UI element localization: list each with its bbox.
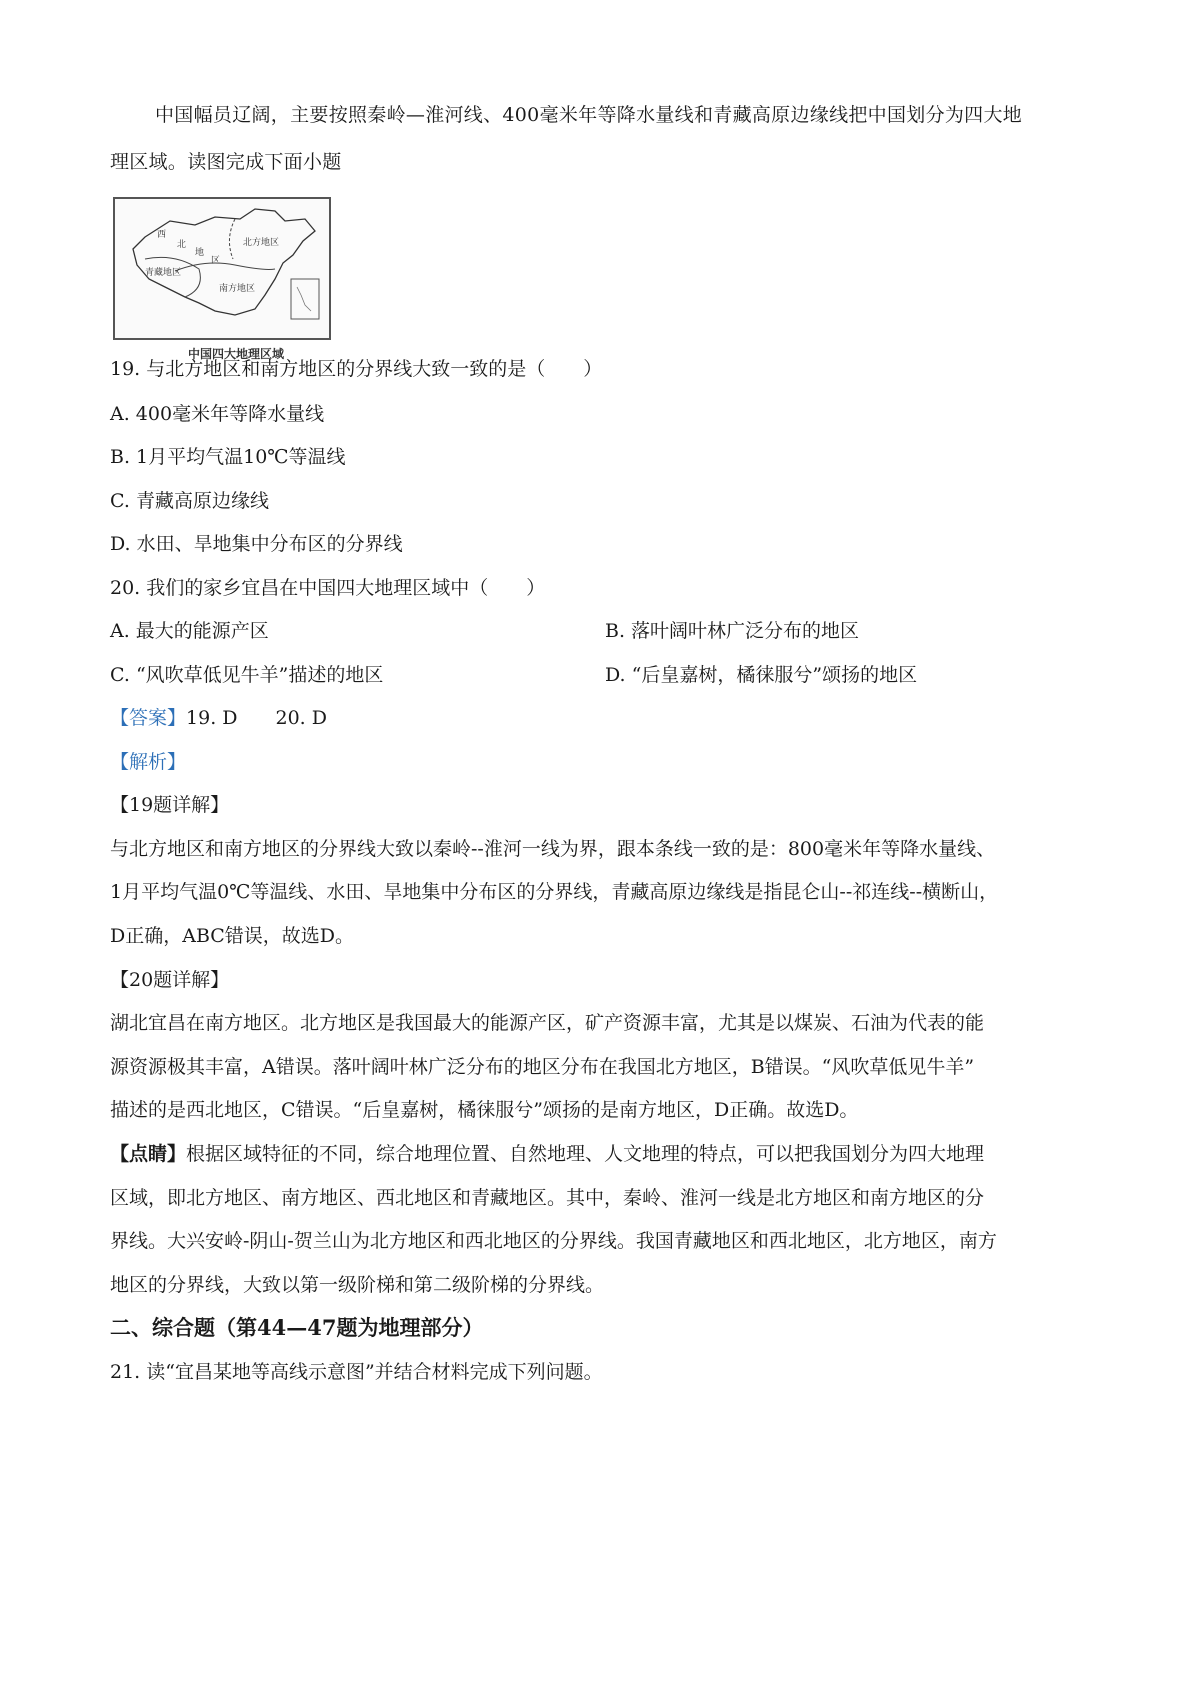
detail19-line-3: D正确，ABC错误，故选D。 bbox=[110, 925, 355, 947]
map-label-qingzang: 青藏地区 bbox=[145, 268, 182, 278]
dianjing-line-3: 界线。大兴安岭-阴山-贺兰山为北方地区和西北地区的分界线。我国青藏地区和西北地区，北方地区，南方 bbox=[110, 1230, 997, 1252]
detail20-line-2: 源资源极其丰富，A错误。落叶阔叶林广泛分布的地区分布在我国北方地区，B错误。“风吹草低见牛羊” bbox=[110, 1056, 975, 1078]
q20-option-b: B. 落叶阔叶林广泛分布的地区 bbox=[605, 620, 860, 642]
detail20-line-3: 描述的是西北地区，C错误。“后皇嘉树，橘徕服兮”颂扬的是南方地区，D正确。故选D。 bbox=[110, 1099, 859, 1121]
south-sea-inset bbox=[291, 279, 319, 319]
precip-400mm-line bbox=[229, 219, 235, 259]
q19-option-d: D. 水田、旱地集中分布区的分界线 bbox=[110, 533, 403, 555]
china-outline bbox=[133, 209, 315, 315]
q20-option-d: D. “后皇嘉树，橘徕服兮”颂扬的地区 bbox=[605, 664, 918, 686]
detail20-title: 【20题详解】 bbox=[110, 969, 230, 991]
q19-option-a: A. 400毫米年等降水量线 bbox=[110, 403, 325, 425]
q21-stem: 21. 读“宜昌某地等高线示意图”并结合材料完成下列问题。 bbox=[110, 1361, 603, 1383]
q19-stem: 19. 与北方地区和南方地区的分界线大致一致的是（ ） bbox=[110, 358, 603, 380]
intro-line-1: 中国幅员辽阔，主要按照秦岭—淮河线、400毫米年等降水量线和青藏高原边缘线把中国划分为四大地 bbox=[155, 104, 1023, 126]
detail19-title: 【19题详解】 bbox=[110, 794, 230, 816]
detail19-line-1: 与北方地区和南方地区的分界线大致以秦岭--淮河一线为界，跟本条线一致的是：800毫米年等降水量线、 bbox=[110, 838, 996, 860]
section2-title: 二、综合题（第44—47题为地理部分） bbox=[110, 1315, 484, 1340]
map-caption: 中国四大地理区域 bbox=[188, 347, 285, 361]
answer-tag: 【答案】 bbox=[110, 707, 187, 729]
q20-option-c: C. “风吹草低见牛羊”描述的地区 bbox=[110, 664, 384, 686]
q20-option-a: A. 最大的能源产区 bbox=[110, 620, 269, 642]
map-label-south: 南方地区 bbox=[219, 284, 256, 294]
q20-stem: 20. 我们的家乡宜昌在中国四大地理区域中（ ） bbox=[110, 577, 546, 599]
map-label-xi: 西 bbox=[157, 230, 167, 240]
analysis-tag: 【解析】 bbox=[110, 751, 187, 773]
q19-option-c: C. 青藏高原边缘线 bbox=[110, 490, 269, 512]
detail19-line-2: 1月平均气温0℃等温线、水田、旱地集中分布区的分界线，青藏高原边缘线是指昆仑山--祁连线--横断山， bbox=[110, 881, 999, 903]
dianjing-tag: 【点睛】 bbox=[110, 1143, 187, 1165]
dianjing-line-4: 地区的分界线，大致以第一级阶梯和第二级阶梯的分界线。 bbox=[110, 1274, 605, 1296]
map-label-di: 地 bbox=[195, 248, 205, 258]
inset-islands bbox=[297, 287, 311, 311]
dianjing-line-2: 区域，即北方地区、南方地区、西北地区和青藏地区。其中，秦岭、淮河一线是北方地区和南方地区的分 bbox=[110, 1187, 985, 1209]
dianjing-first-text: 根据区域特征的不同，综合地理位置、自然地理、人文地理的特点，可以把我国划分为四大地理 bbox=[186, 1143, 985, 1165]
dianjing-first-line bbox=[110, 1142, 984, 1166]
china-regions-map bbox=[113, 197, 331, 340]
answer-text: 19. D 20. D bbox=[186, 707, 327, 729]
detail20-line-1: 湖北宜昌在南方地区。北方地区是我国最大的能源产区，矿产资源丰富，尤其是以煤炭、石油为代表的能 bbox=[110, 1012, 985, 1034]
china-map-drawing bbox=[115, 199, 329, 338]
answer-line bbox=[110, 706, 327, 730]
intro-line-2: 理区域。读图完成下面小题 bbox=[110, 151, 342, 173]
map-label-qu: 区 bbox=[211, 256, 221, 266]
map-label-north: 北方地区 bbox=[243, 238, 280, 248]
map-label-bei: 北 bbox=[177, 240, 187, 250]
q19-option-b: B. 1月平均气温10℃等温线 bbox=[110, 446, 346, 468]
